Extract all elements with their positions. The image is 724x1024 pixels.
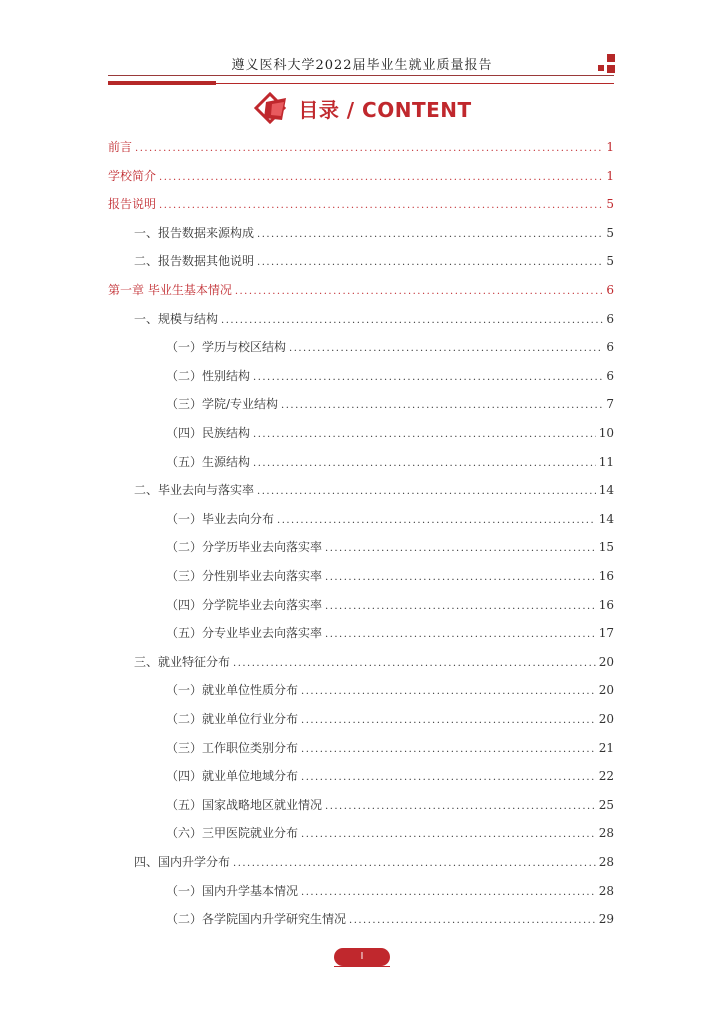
toc-entry[interactable] [166, 337, 614, 357]
toc-entry-page-number: 28 [598, 826, 614, 841]
header-rule-thin-lower [216, 83, 614, 84]
toc-dot-leader [325, 568, 596, 588]
toc-entry-label: （五）国家战略地区就业情况 [166, 797, 323, 812]
toc-entry[interactable] [166, 795, 614, 815]
toc-entry-label: （一）国内升学基本情况 [166, 883, 299, 898]
toc-entry-label: （三）工作职位类别分布 [166, 740, 299, 755]
toc-entry-label: 报告说明 [108, 197, 157, 212]
toc-entry-page-number: 5 [606, 254, 614, 269]
toc-entry-label: 二、报告数据其他说明 [134, 254, 255, 269]
toc-dot-leader [257, 225, 603, 245]
toc-entry[interactable] [108, 166, 614, 186]
toc-entry[interactable] [134, 852, 614, 872]
toc-entry[interactable] [166, 881, 614, 901]
toc-entry-label: （四）民族结构 [166, 426, 251, 440]
toc-entry-label: （四）就业单位地域分布 [166, 769, 299, 784]
toc-dot-leader [253, 368, 603, 388]
header-rule-thick [108, 81, 216, 85]
toc-entry[interactable] [134, 480, 614, 500]
toc-entry-page-number: 11 [598, 454, 614, 469]
toc-dot-leader [159, 196, 603, 216]
toc-title: 目录 / CONTENT [298, 97, 472, 122]
toc-entry[interactable] [134, 652, 614, 672]
toc-logo-icon [252, 90, 292, 126]
toc-entry-page-number: 10 [598, 426, 614, 440]
toc-entry[interactable] [108, 194, 614, 214]
toc-entry[interactable] [166, 366, 614, 386]
toc-entry-label: （五）生源结构 [166, 454, 251, 469]
toc-entry-page-number: 15 [598, 540, 614, 555]
toc-dot-leader [159, 168, 603, 188]
toc-entry-label: 三、就业特征分布 [134, 654, 231, 669]
toc-entry[interactable] [134, 251, 614, 271]
toc-entry-label: （六）三甲医院就业分布 [166, 826, 299, 841]
toc-entry-page-number: 25 [598, 797, 614, 812]
toc-entry-page-number: 1 [606, 140, 614, 154]
toc-dot-leader [281, 396, 603, 416]
toc-entry-page-number: 6 [606, 368, 614, 383]
toc-dot-leader [325, 597, 596, 617]
header-corner-squares-decoration [594, 52, 618, 76]
toc-entry[interactable] [166, 423, 614, 443]
toc-entry-page-number: 28 [598, 855, 614, 869]
toc-entry[interactable] [166, 709, 614, 729]
toc-dot-leader [301, 883, 596, 903]
toc-entry-label: 一、规模与结构 [134, 311, 219, 326]
toc-entry-label: （一）毕业去向分布 [166, 511, 275, 526]
toc-entry-label: （三）学院/专业结构 [166, 397, 279, 412]
toc-entry-label: （二）分学历毕业去向落实率 [166, 540, 323, 555]
toc-entry-page-number: 6 [606, 283, 614, 297]
toc-entry-label: （四）分学院毕业去向落实率 [166, 597, 323, 612]
toc-dot-leader [257, 482, 596, 502]
toc-dot-leader [135, 139, 603, 159]
toc-entry[interactable] [108, 280, 614, 300]
toc-entry-page-number: 16 [598, 597, 614, 612]
toc-entry[interactable] [166, 909, 614, 929]
toc-entry[interactable] [166, 680, 614, 700]
toc-dot-leader [301, 740, 596, 760]
toc-entry[interactable] [108, 137, 614, 157]
report-header-title: 遵义医科大学2022届毕业生就业质量报告 [231, 58, 493, 73]
toc-dot-leader [277, 511, 596, 531]
toc-entry-page-number: 22 [598, 769, 614, 784]
toc-entry-page-number: 14 [598, 511, 614, 526]
toc-entry[interactable] [166, 766, 614, 786]
footer-underline [334, 966, 390, 967]
toc-entry-page-number: 21 [598, 740, 614, 755]
toc-entry-page-number: 20 [598, 712, 614, 726]
toc-entry[interactable] [134, 309, 614, 329]
toc-entry-page-number: 7 [606, 397, 614, 412]
toc-dot-leader [325, 797, 596, 817]
toc-dot-leader [301, 768, 596, 788]
toc-entry-page-number: 5 [606, 197, 614, 212]
toc-entry[interactable] [166, 452, 614, 472]
toc-entry[interactable] [166, 823, 614, 843]
toc-entry-label: 学校简介 [108, 168, 157, 183]
toc-entry[interactable] [134, 223, 614, 243]
toc-entry-label: （二）性别结构 [166, 368, 251, 383]
toc-dot-leader [233, 854, 596, 874]
toc-entry[interactable] [166, 623, 614, 643]
toc-entry-page-number: 6 [606, 340, 614, 355]
toc-entry[interactable] [166, 509, 614, 529]
header-rule-thin [108, 75, 614, 76]
toc-dot-leader [325, 625, 596, 645]
toc-dot-leader [301, 711, 596, 731]
toc-entry-label: 四、国内升学分布 [134, 855, 231, 869]
toc-entry-page-number: 6 [606, 311, 614, 326]
toc-entry[interactable] [166, 566, 614, 586]
toc-entry-label: 一、报告数据来源构成 [134, 225, 255, 240]
toc-entry-label: （二）就业单位行业分布 [166, 712, 299, 726]
toc-entry[interactable] [166, 595, 614, 615]
toc-dot-leader [301, 682, 596, 702]
toc-dot-leader [221, 311, 603, 331]
toc-dot-leader [253, 454, 596, 474]
toc-entry-page-number: 20 [598, 654, 614, 669]
toc-entry-label: （二）各学院国内升学研究生情况 [166, 912, 347, 927]
toc-entry-label: （三）分性别毕业去向落实率 [166, 569, 323, 583]
toc-dot-leader [289, 339, 603, 359]
toc-entry-label: （一）学历与校区结构 [166, 340, 287, 355]
toc-entry[interactable] [166, 738, 614, 758]
toc-entry-label: （一）就业单位性质分布 [166, 683, 299, 698]
page-number-badge: I [334, 948, 390, 966]
toc-dot-leader [257, 253, 603, 273]
toc-entry-page-number: 17 [598, 626, 614, 641]
toc-dot-leader [301, 825, 596, 845]
toc-entry[interactable] [166, 394, 614, 414]
toc-dot-leader [233, 654, 596, 674]
toc-entry-page-number: 1 [606, 168, 614, 183]
toc-entry-label: 前言 [108, 140, 133, 154]
toc-heading [0, 88, 724, 128]
toc-entry-page-number: 5 [606, 225, 614, 240]
toc-entry-label: 第一章 毕业生基本情况 [108, 283, 232, 297]
toc-dot-leader [235, 282, 603, 302]
toc-entry[interactable] [166, 537, 614, 557]
toc-entry-label: 二、毕业去向与落实率 [134, 483, 255, 498]
toc-dot-leader [349, 911, 596, 931]
toc-dot-leader [325, 539, 596, 559]
toc-entry-page-number: 28 [598, 883, 614, 898]
toc-entry-page-number: 29 [598, 912, 614, 927]
toc-dot-leader [253, 425, 596, 445]
toc-entry-label: （五）分专业毕业去向落实率 [166, 626, 323, 641]
toc-entry-page-number: 20 [598, 683, 614, 698]
toc-entry-page-number: 16 [598, 569, 614, 583]
toc-entry-page-number: 14 [598, 483, 614, 498]
